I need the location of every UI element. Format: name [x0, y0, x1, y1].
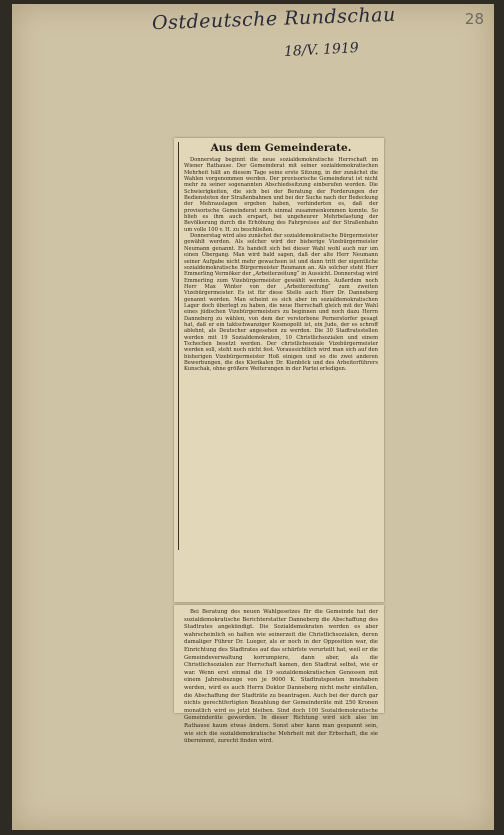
- handwritten-date: 18/V. 1919: [283, 40, 360, 60]
- column-rule: [178, 142, 179, 550]
- newspaper-clipping-bottom: [174, 605, 384, 745]
- handwritten-publication: Ostdeutsche Rundschau: [151, 3, 397, 35]
- archive-number: 28: [464, 10, 484, 28]
- newspaper-clipping-top: [174, 138, 384, 602]
- article-paragraph-1: Donnerstag beginnt die neue sozialdemokratische Herrschaft im Wiener Rathause. Der Gemeinderat mit seiner sozialdemokratischen Mehrheit hält an diesem Tage seine erste Sitzung, in der zunächst die Wahlen vorgenommen werden. Der provisorische Gemeinderat ist nicht mehr zu seiner sogenannten Abschiedssitzung einberufen worden. Die Schwierigkeiten, die sich bei der Beratung der Forderungen der Bediensteten der Straßenbahnen und bei der Suche nach der Bedeckung der Mehrauslagen ergeben haben, verhinderten es, daß der provisorische Gemeinderat noch einmal zusammenkommen konnte. So blieb es ihm auch erspart, bei ungeheurer Mehrbelastung der Bevölkerung durch die Erhöhung des Fahrpreises auf der Straßenbahn um volle 100 v. H. zu beschließen.: [184, 157, 378, 233]
- article-paragraph-3: Bei Beratung des neuen Wahlgesetzes für die Gemeinde hat der sozialdemokratische Berichterstatter Danneberg die Abschaffung des Stadtrates angekündigt. Die Sozialdemokraten werden es aber wahrscheinlich so halten wie seinerzeit die Christlichsozialen, deren damaliger Führer Dr. Lueger, als er noch in der Opposition war, die Einrichtung des Stadtrates auf das schärfste verurteilt hat, weil er die Gemeindeverwaltung korrumpiere, dann aber, als die Christlichsozialen zur Herrschaft kamen, den Stadtrat selbst, wie er war. Wenn erst einmal die 19 sozialdemokratischen Genossen mit einem Jahresbezuge von je 9000 K. Stadtratsposten innehaben werden, wird es auch Herrn Doktor Danneberg nicht mehr einfallen, die Abschaffung der Stadträte zu beantragen. Auch bei der durch gar nichts gerechtfertigten Bezahlung der Gemeinderäte mit 250 Kronen monatlich wird es jetzt bleiben. Sind doch 100 Sozialdemokratische Gemeinderäte geworden. In dieser Richtung wird sich also im Rathause kaum etwas ändern. Sonst aber kann man gespannt sein, wie sich die sozialdemokratische Mehrheit mit der Erbschaft, die sie übernimmt, zurecht finden wird.: [184, 609, 378, 745]
- article-headline: Aus dem Gemeinderate.: [210, 142, 352, 154]
- article-paragraph-2: Donnerstag wird also zunächst der sozialdemokratische Bürgermeister gewählt werden. Als solcher wird der bisherige Vizebürgermeister Neumann genannt. Es handelt sich bei dieser Wahl wohl auch nur um einen Übergang. Man wird bald sagen, daß der alte Herr Neumann seiner Aufgabe nicht mehr gewachsen ist und dann tritt der eigentliche sozialdemokratische Bürgermeister Reumann an. Als solcher steht Herr Emmerling Vermöker der „Arbeiterzeitung“ in Aussicht. Donnerstag wird Emmerling zum Vizebürgermeister gewählt werden. Außerdem noch Herr Max Winter von der „Arbeiterzeitung“ zum zweiten Vizebürgermeister. Es ist für diese Stelle auch Herr Dr. Danneberg genannt worden. Man scheint es sich aber im sozialdemokratischen Lager doch überlegt zu haben, die neue Herrschaft gleich mit der Wahl eines jüdischen Vizebürgermeisters zu beginnen und noch dazu Herrn Danneberg zu wählen, von dem der verstorbene Pernerstorfer gesagt hat, daß er ein taktschwanziger Kosmopolit ist, ein Jude, der es schroff ablehnt, als Deutscher angesehen zu werden. Die 30 Stadtratsstellen werden mit 19 Sozialdemokraten, 10 Christlichsozialen und einem Tschechen besetzt werden. Der christlichsoziale Vizebürgermeister werden soll, steht noch nicht fest. Voraussichtlich wird man sich auf den bisherigen Vizebürgermeister Hoß einigen und so die zwei anderen Bewerbungen, die des Klerikalen Dr. Kienböck und des Arbeiterführers Kunschak, ohne größere Weiterungen in der Partei erledigen.: [184, 233, 378, 373]
